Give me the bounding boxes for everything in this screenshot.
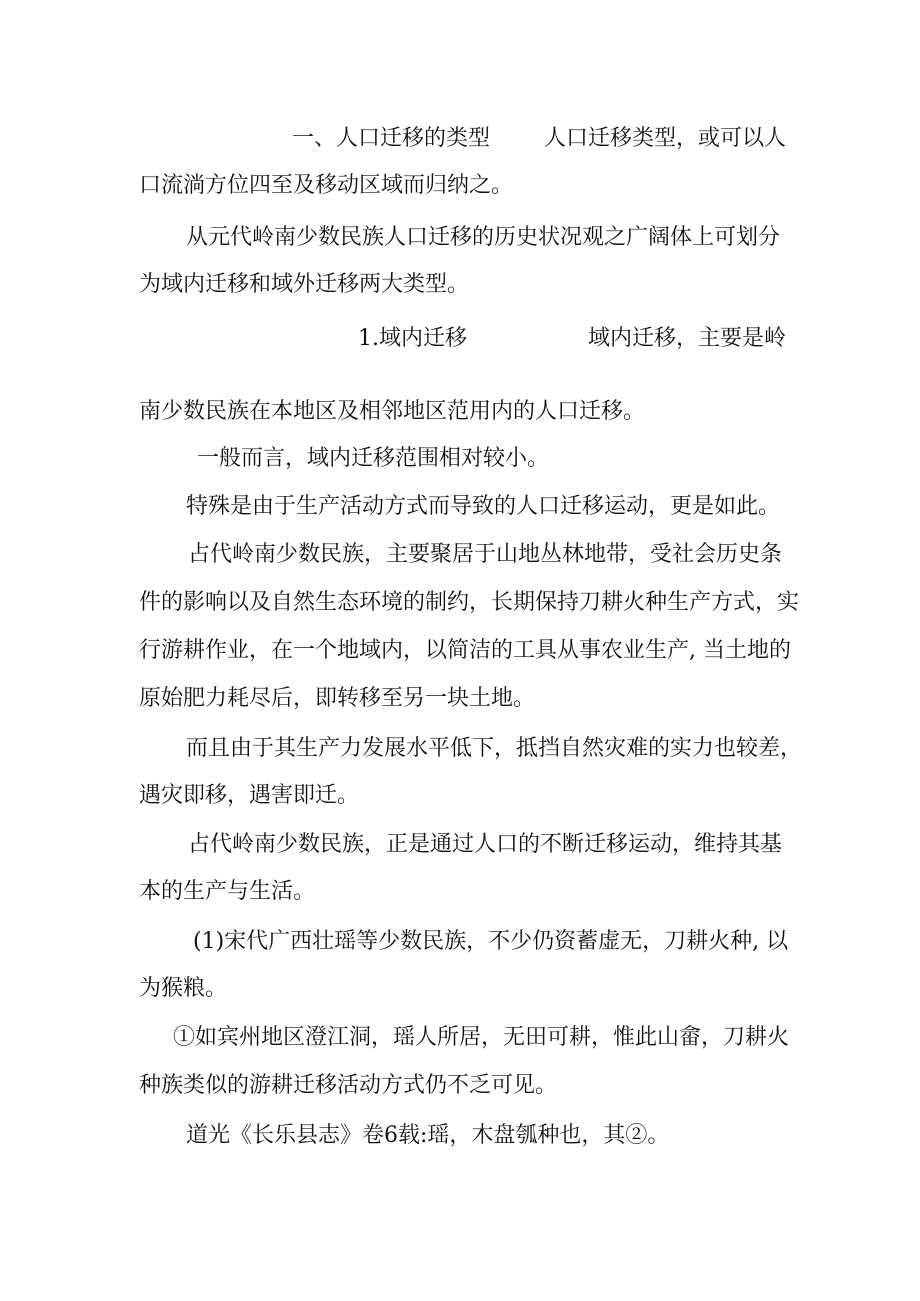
subsection-heading: 1.域内迁移: [358, 326, 467, 351]
paragraph-8-line-1: 占代岭南少数民族，正是通过人口的不断迁移运动，维持其基: [188, 832, 783, 857]
paragraph-9-line-1: (1)宋代广西壮瑶等少数民族，不少仍资蓄虚无，刀耕火种, 以: [193, 929, 789, 954]
paragraph-10-line-2: 种族类似的游耕迁移活动方式仍不乏可见。: [139, 1073, 558, 1098]
paragraph-5-line-1: 特殊是由于生产活动方式而导致的人口迁移运动，更是如此。: [186, 494, 781, 519]
section-heading: 一、人口迁移的类型: [292, 126, 491, 151]
paragraph-8-line-2: 本的生产与生活。: [139, 879, 316, 904]
paragraph-1-line-1: 人口迁移类型，或可以人: [544, 126, 787, 151]
paragraph-7-line-2: 遇灾即移，遇害即迁。: [139, 783, 360, 808]
paragraph-11-line-1: 道光《长乐县志》卷6载:瑶，木盘瓠种也，其②。: [186, 1123, 670, 1148]
paragraph-9-line-2: 为猴粮。: [139, 976, 228, 1001]
paragraph-6-line-3: 行游耕作业，在一个地域内，以简洁的工具从事农业生产, 当土地的: [139, 638, 791, 663]
paragraph-6-line-2: 件的影响以及自然生态环境的制约，长期保持刀耕火种生产方式，实: [139, 590, 800, 615]
paragraph-3-line-2: 南少数民族在本地区及相邻地区范用内的人口迁移。: [139, 399, 646, 424]
paragraph-10-line-1: ①如宾州地区澄江洞，瑶人所居，无田可耕，惟此山畲，刀耕火: [173, 1025, 790, 1050]
paragraph-7-line-1: 而且由于其生产力发展水平低下，抵挡自然灾难的实力也较差，: [186, 736, 803, 761]
paragraph-6-line-1: 占代岭南少数民族，主要聚居于山地丛林地带，受社会历史条: [188, 542, 783, 567]
paragraph-4-line-1: 一般而言，域内迁移范围相对较小。: [197, 446, 550, 471]
paragraph-2-line-2: 为域内迁移和域外迁移两大类型。: [139, 272, 470, 297]
paragraph-2-line-1: 从元代岭南少数民族人口迁移的历史状况观之广阔体上可划分: [186, 225, 781, 250]
paragraph-3-line-1: 域内迁移，主要是岭: [588, 326, 787, 351]
paragraph-1-line-2: 口流淌方位四至及移动区域而归纳之。: [139, 173, 514, 198]
paragraph-6-line-4: 原始肥力耗尽后，即转移至另一块土地。: [139, 686, 536, 711]
